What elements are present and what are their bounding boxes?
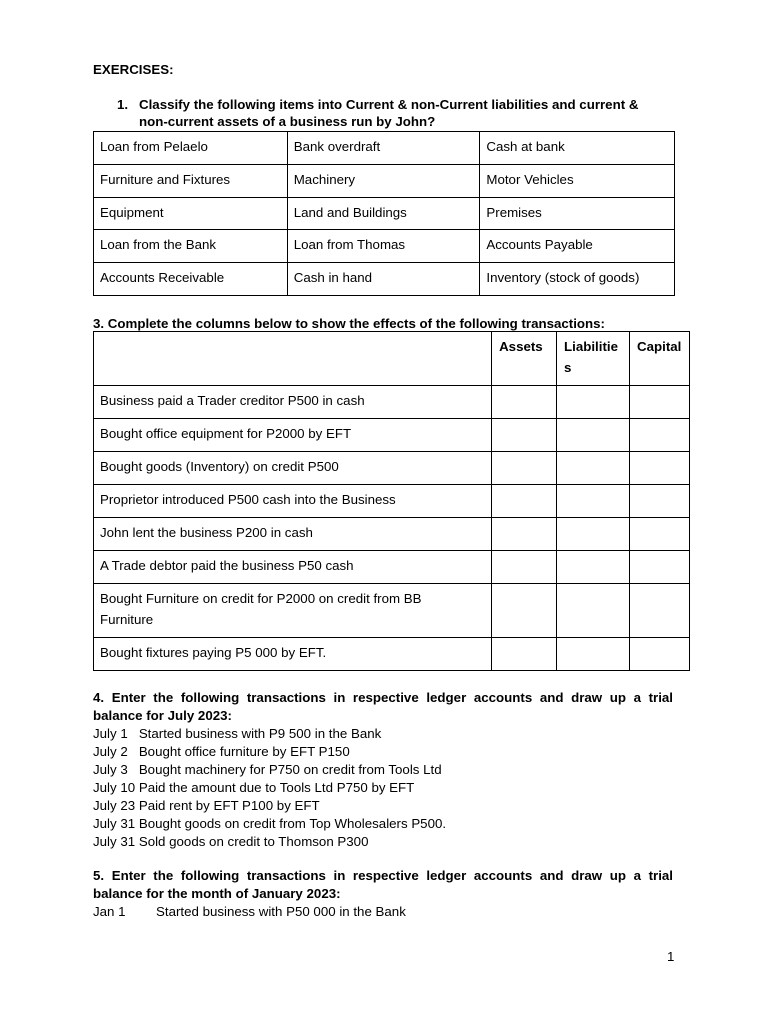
q3-header-cell <box>94 332 492 386</box>
q3-header-text <box>94 332 491 336</box>
q1-text-line2: non-current assets of a business run by John? <box>139 114 436 129</box>
q3-answer-cell[interactable] <box>630 386 690 419</box>
q3-table-row <box>94 386 690 419</box>
q5-title-line1: 5. Enter the following transactions in respective ledger accounts and draw up a trial <box>93 868 673 883</box>
q3-table-row <box>94 485 690 518</box>
q1-table-cell <box>94 230 288 263</box>
q3-transaction-cell <box>94 419 492 452</box>
q1-table-cell <box>94 164 288 197</box>
q3-table-row <box>94 584 690 638</box>
q3-answer-cell[interactable] <box>557 485 630 518</box>
q3-table-row <box>94 638 690 671</box>
q3-answer-cell[interactable] <box>492 518 557 551</box>
q3-answer-cell[interactable] <box>492 485 557 518</box>
q3-transaction-text: Proprietor introduced P500 cash into the Business <box>100 492 396 507</box>
q3-answer-cell[interactable] <box>492 584 557 638</box>
q3-answer-cell[interactable] <box>557 452 630 485</box>
q3-transaction-text: Bought Furniture on credit for P2000 on credit from BB Furniture <box>100 591 422 627</box>
q1-table-row <box>94 197 675 230</box>
q3-answer-cell[interactable] <box>492 638 557 671</box>
q1-text-line1: Classify the following items into Current & non-Current liabilities and current & <box>139 97 639 112</box>
q3-answer-cell[interactable] <box>492 452 557 485</box>
q3-transaction-text: Business paid a Trader creditor P500 in cash <box>100 393 365 408</box>
q1-table-cell <box>480 132 675 165</box>
q3-transaction-cell <box>94 452 492 485</box>
q1-cell-text: Land and Buildings <box>293 204 407 220</box>
q3-answer-cell[interactable] <box>557 419 630 452</box>
q3-transaction-text: A Trade debtor paid the business P50 cash <box>100 558 354 573</box>
q1-cell-text: Inventory (stock of goods) <box>486 270 640 286</box>
q1-cell-text: Bank overdraft <box>293 139 381 154</box>
q1-cell-text: Loan from Thomas <box>293 237 406 253</box>
q3-answer-cell[interactable] <box>557 551 630 584</box>
q1-table-cell <box>287 197 480 230</box>
q1-number: 1. <box>117 97 129 112</box>
q4-transaction-line: July 10 Paid the amount due to Tools Ltd P750 by EFT <box>93 780 415 795</box>
q3-answer-cell[interactable] <box>557 386 630 419</box>
q1-table-cell <box>287 263 480 296</box>
q3-answer-cell[interactable] <box>492 419 557 452</box>
q4-transaction-line: July 31 Bought goods on credit from Top Wholesalers P500. <box>93 816 447 831</box>
q3-header-row <box>94 332 690 386</box>
q3-answer-cell[interactable] <box>557 518 630 551</box>
q4-title-line2: balance for July 2023: <box>93 708 232 723</box>
q3-answer-cell[interactable] <box>492 551 557 584</box>
q3-answer-cell[interactable] <box>630 584 690 638</box>
q1-table-row <box>94 132 675 165</box>
q1-cell-text: Motor Vehicles <box>486 171 574 187</box>
q3-answer-cell[interactable] <box>492 386 557 419</box>
q1-cell-text: Cash in hand <box>293 270 373 286</box>
q1-table-cell <box>287 164 480 197</box>
q1-table-cell <box>94 132 288 165</box>
q3-table-row <box>94 518 690 551</box>
q4-transaction-line: July 31 Sold goods on credit to Thomson P300 <box>93 834 369 849</box>
q3-title: 3. Complete the columns below to show the effects of the following transactions: <box>93 316 605 331</box>
q3-transaction-text: John lent the business P200 in cash <box>100 525 313 540</box>
q3-answer-cell[interactable] <box>557 584 630 638</box>
q3-transaction-cell <box>94 551 492 584</box>
q3-transaction-text: Bought fixtures paying P5 000 by EFT. <box>100 645 327 660</box>
q3-transaction-cell <box>94 485 492 518</box>
q3-header-text: Liabilitie s <box>564 339 618 375</box>
q1-cell-text: Cash at bank <box>486 139 565 154</box>
q1-cell-text: Machinery <box>293 171 356 187</box>
q3-header-text: Assets <box>499 339 543 354</box>
q1-cell-text: Premises <box>486 204 542 220</box>
q1-table-cell <box>287 230 480 263</box>
q1-table-row <box>94 263 675 296</box>
q3-transaction-text: Bought office equipment for P2000 by EFT <box>100 426 352 441</box>
q5-entry <box>93 903 406 921</box>
q3-answer-cell[interactable] <box>630 452 690 485</box>
q5-title-line2: balance for the month of January 2023: <box>93 886 341 901</box>
q3-transaction-cell <box>94 638 492 671</box>
q5-entry-text: Started business with P50 000 in the Bank <box>156 904 406 919</box>
q1-table-cell <box>480 230 675 263</box>
q3-table-row <box>94 551 690 584</box>
exercises-heading: EXERCISES: <box>93 62 174 77</box>
q1-cell-text: Equipment <box>100 204 164 220</box>
q3-answer-cell[interactable] <box>557 638 630 671</box>
q1-table-cell <box>94 197 288 230</box>
q1-cell-text: Furniture and Fixtures <box>100 171 231 187</box>
q4-transaction-line: July 2 Bought office furniture by EFT P150 <box>93 744 350 759</box>
q4-transaction-line: July 1 Started business with P9 500 in the Bank <box>93 726 382 741</box>
q1-table-row <box>94 164 675 197</box>
q1-classification-table <box>93 131 675 296</box>
q3-transaction-text: Bought goods (Inventory) on credit P500 <box>100 459 339 474</box>
q3-table-row <box>94 419 690 452</box>
q1-cell-text: Accounts Receivable <box>100 270 225 286</box>
q1-table-cell <box>94 263 288 296</box>
q3-table-row <box>94 452 690 485</box>
page-number: 1 <box>667 949 675 964</box>
q3-header-cell <box>630 332 690 386</box>
q4-transaction-line: July 3 Bought machinery for P750 on credit from Tools Ltd <box>93 762 442 777</box>
q3-answer-cell[interactable] <box>630 485 690 518</box>
q3-answer-cell[interactable] <box>630 551 690 584</box>
q3-transaction-cell <box>94 518 492 551</box>
q5-entry-date: Jan 1 <box>93 904 126 919</box>
q4-transaction-line: July 23 Paid rent by EFT P100 by EFT <box>93 798 320 813</box>
q3-transactions-table <box>93 331 690 671</box>
q1-cell-text: Loan from Pelaelo <box>100 139 208 154</box>
q1-table-cell <box>480 164 675 197</box>
q4-title-line1: 4. Enter the following transactions in respective ledger accounts and draw up a trial <box>93 690 673 705</box>
q3-answer-cell[interactable] <box>630 518 690 551</box>
q3-answer-cell[interactable] <box>630 638 690 671</box>
q3-header-cell <box>557 332 630 386</box>
q3-header-text: Capital <box>637 339 682 354</box>
q1-table-cell <box>287 132 480 165</box>
q3-header-cell <box>492 332 557 386</box>
q1-table-row <box>94 230 675 263</box>
q3-answer-cell[interactable] <box>630 419 690 452</box>
q1-table-cell <box>480 263 675 296</box>
q1-cell-text: Loan from the Bank <box>100 237 217 253</box>
q3-transaction-cell <box>94 584 492 638</box>
q1-table-cell <box>480 197 675 230</box>
q3-transaction-cell <box>94 386 492 419</box>
q1-cell-text: Accounts Payable <box>486 237 593 253</box>
